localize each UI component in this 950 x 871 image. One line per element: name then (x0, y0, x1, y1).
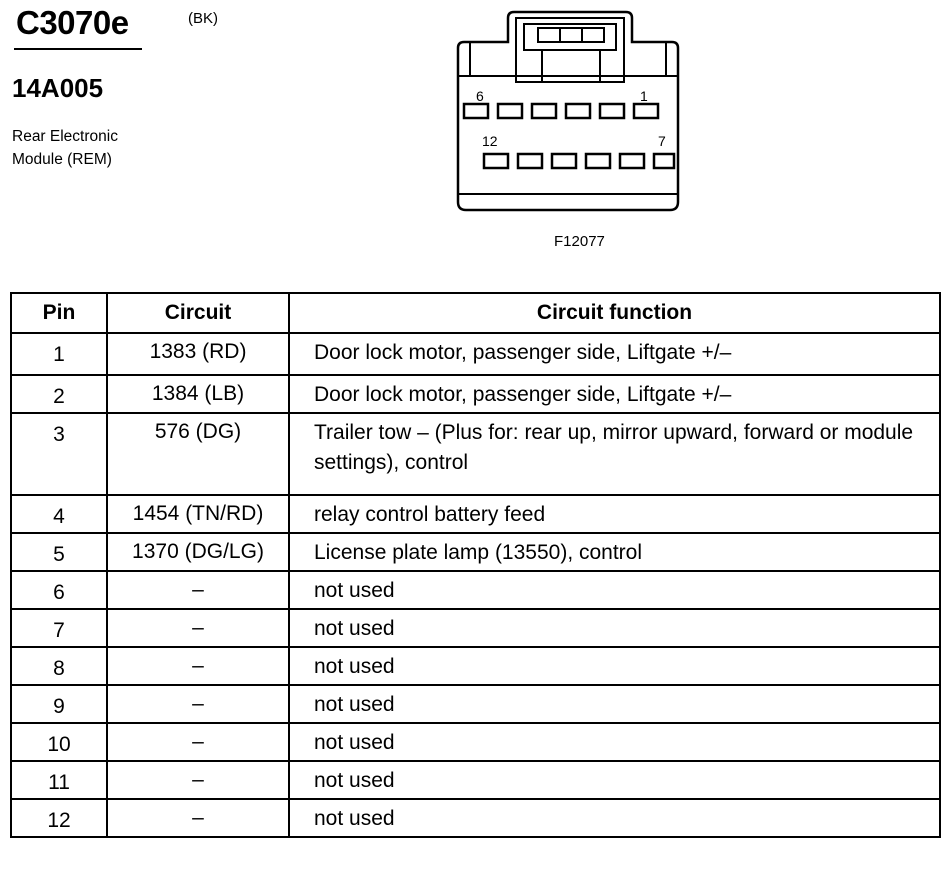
pin-cell: 4 (11, 495, 107, 533)
pin-label-6: 6 (476, 88, 484, 104)
circuit-cell: – (107, 799, 289, 837)
table-row (11, 723, 940, 761)
circuit-cell: 1370 (DG/LG) (107, 533, 289, 571)
table-row (11, 799, 940, 837)
pinout-table (10, 292, 941, 838)
table-row (11, 413, 940, 495)
table-row (11, 375, 940, 413)
circuit-cell: – (107, 723, 289, 761)
table-row (11, 761, 940, 799)
pin-cell: 8 (11, 647, 107, 685)
function-cell: not used (289, 799, 940, 837)
circuit-cell: 1383 (RD) (107, 333, 289, 375)
function-cell: License plate lamp (13550), control (289, 533, 940, 571)
table-row (11, 685, 940, 723)
pin-cell: 12 (11, 799, 107, 837)
part-number: 14A005 (12, 73, 104, 103)
circuit-cell: 576 (DG) (107, 413, 289, 495)
circuit-cell: – (107, 647, 289, 685)
connector-color-code: (BK) (188, 10, 218, 27)
table-row (11, 609, 940, 647)
circuit-cell: – (107, 761, 289, 799)
pin-cell: 9 (11, 685, 107, 723)
pin-cell: 5 (11, 533, 107, 571)
circuit-cell: 1454 (TN/RD) (107, 495, 289, 533)
header-circuit: Circuit (107, 293, 289, 333)
figure-id: F12077 (554, 233, 605, 250)
module-name: Rear Electronic Module (REM) (12, 128, 118, 168)
header-pin: Pin (11, 293, 107, 333)
circuit-cell: – (107, 609, 289, 647)
table-row (11, 647, 940, 685)
function-cell: Door lock motor, passenger side, Liftgate +/– (289, 375, 940, 413)
pin-cell: 10 (11, 723, 107, 761)
pin-label-12: 12 (482, 133, 498, 149)
connector-title: C3070e (16, 4, 129, 41)
function-cell: Trailer tow – (Plus for: rear up, mirror upward, forward or module settings), control (289, 413, 940, 495)
pin-label-1: 1 (640, 88, 648, 104)
function-cell: relay control battery feed (289, 495, 940, 533)
function-cell: not used (289, 761, 940, 799)
table-header-row (11, 293, 940, 333)
function-cell: not used (289, 571, 940, 609)
table-row (11, 495, 940, 533)
header-function: Circuit function (289, 293, 940, 333)
function-cell: not used (289, 609, 940, 647)
connector-diagram (450, 6, 690, 216)
function-cell: Door lock motor, passenger side, Liftgate +/– (289, 333, 940, 375)
function-cell: not used (289, 723, 940, 761)
circuit-cell: 1384 (LB) (107, 375, 289, 413)
circuit-cell: – (107, 571, 289, 609)
pin-cell: 11 (11, 761, 107, 799)
pin-label-7: 7 (658, 133, 666, 149)
title-underline (14, 48, 142, 50)
table-row (11, 571, 940, 609)
pin-cell: 3 (11, 413, 107, 495)
table-row (11, 333, 940, 375)
circuit-cell: – (107, 685, 289, 723)
pin-cell: 7 (11, 609, 107, 647)
table-row (11, 533, 940, 571)
pin-cell: 6 (11, 571, 107, 609)
pin-cell: 2 (11, 375, 107, 413)
function-cell: not used (289, 647, 940, 685)
pin-cell: 1 (11, 333, 107, 375)
function-cell: not used (289, 685, 940, 723)
